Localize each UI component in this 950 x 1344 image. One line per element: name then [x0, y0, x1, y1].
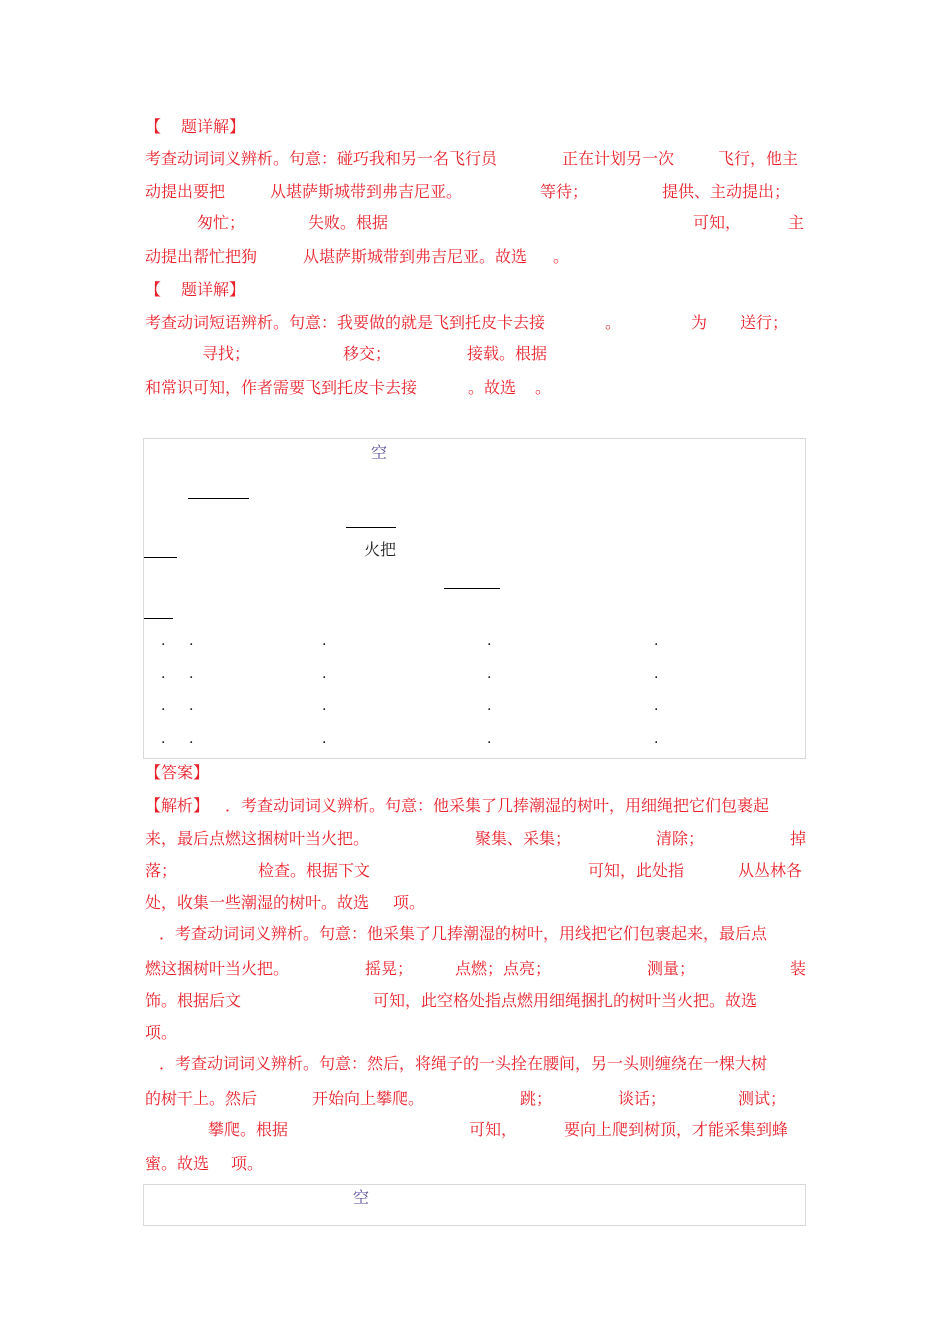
blank-marker-2: 空: [353, 1188, 370, 1207]
question-box: [143, 438, 806, 759]
blank-marker: 空: [371, 443, 388, 462]
blank-line: [144, 557, 177, 558]
question-box-2: [143, 1184, 806, 1226]
torch-word: 火把: [364, 540, 397, 559]
blank-line: [188, 498, 249, 499]
blank-line: [444, 588, 500, 589]
blank-line: [144, 618, 173, 619]
blank-line: [346, 527, 396, 528]
answer-label: 【答案】: [145, 763, 210, 782]
